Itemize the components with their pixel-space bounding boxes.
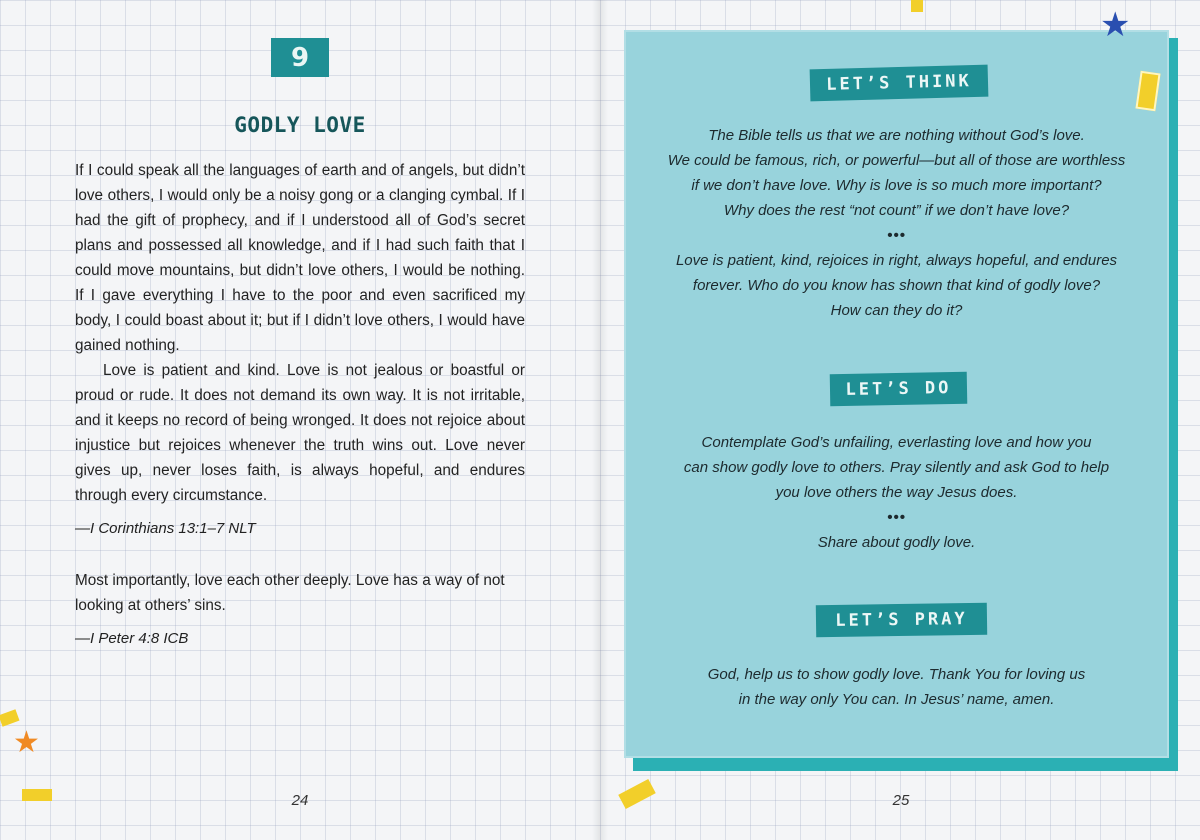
separator-dots: ••• (887, 227, 906, 244)
do-line: you love others the way Jesus does. (775, 484, 1018, 501)
lets-do-label: LET’S DO (830, 372, 968, 406)
think-line: Why does the rest “not count” if we don’t have love? (723, 202, 1070, 219)
page-number-left: 24 (291, 792, 309, 809)
think-line: How can they do it? (830, 302, 963, 319)
think-line: if we don’t have love. Why is love is so much more important? (691, 177, 1102, 194)
think-line: forever. Who do you know has shown that kind of godly love? (692, 277, 1101, 294)
lets-think-text (624, 123, 1169, 323)
scripture-verse-2: Most importantly, love each other deeply. Love has a way of not looking at others’ sins. (75, 572, 505, 614)
scripture-reference-1: —I Corinthians 13:1–7 NLT (75, 520, 256, 537)
lets-pray-label: LET’S PRAY (816, 603, 987, 637)
scripture-paragraph-2: Love is patient and kind. Love is not jealous or boastful or proud or rude. It does not demand its own way. It is not irritable, and it keeps no record of being wronged. It does not rejoice about injustice but rejoices whenever the truth wins out. Love never gives up, never loses faith, is always hopeful, and endures through every circumstance. (75, 362, 525, 504)
do-line: Share about godly love. (817, 534, 976, 551)
star-icon: ★ (1100, 5, 1131, 45)
right-page (600, 0, 1200, 840)
lets-pray-text (624, 662, 1169, 712)
think-line: We could be famous, rich, or powerful—but all of those are worthless (667, 152, 1126, 169)
page-title: GODLY LOVE (234, 113, 366, 137)
yellow-tape-decoration (22, 789, 52, 801)
scripture-paragraph-1: If I could speak all the languages of earth and of angels, but didn’t love others, I would only be a noisy gong or a clanging cymbal. If I had the gift of prophecy, and if I understood all of God’s secret plans and possessed all knowledge, and if I had such faith that I could move mountains, but didn’t love others, I would be nothing. If I gave everything I have to the poor and even sacrificed my body, I could boast about it; but if I didn’t love others, I would have gained nothing. (75, 162, 525, 354)
do-line: can show godly love to others. Pray silently and ask God to help (683, 459, 1110, 476)
pray-line: in the way only You can. In Jesus’ name, amen. (738, 691, 1055, 708)
yellow-tape-decoration (911, 0, 923, 12)
yellow-tape-decoration (618, 779, 656, 809)
pray-line: God, help us to show godly love. Thank You for loving us (707, 666, 1086, 683)
scripture-reference-2: —I Peter 4:8 ICB (75, 630, 189, 647)
star-icon: ★ (13, 725, 40, 760)
think-line: The Bible tells us that we are nothing without God’s love. (708, 127, 1085, 144)
day-number-badge: 9 (271, 38, 329, 77)
separator-dots: ••• (887, 509, 906, 526)
lets-think-label: LET’S THINK (810, 65, 989, 102)
think-line: Love is patient, kind, rejoices in right, always hopeful, and endures (675, 252, 1118, 269)
do-line: Contemplate God’s unfailing, everlasting love and how you (701, 434, 1092, 451)
page-number-right: 25 (892, 792, 910, 809)
lets-do-text (624, 430, 1169, 555)
